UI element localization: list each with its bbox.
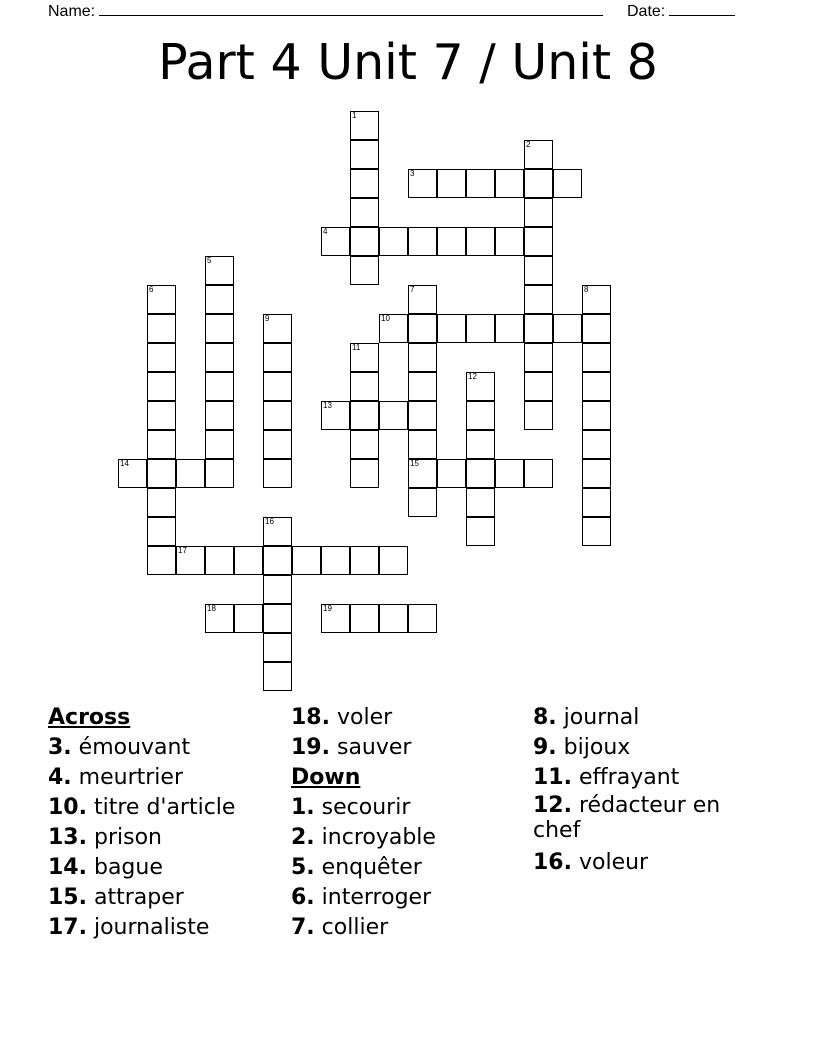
clue-text: interroger [321,885,432,910]
grid-cell[interactable] [205,604,234,633]
clue-down-6 [291,883,531,913]
cell-number: 8 [584,285,589,294]
grid-cell[interactable] [408,285,437,314]
clue-text: voleur [578,850,649,875]
clue-text: journaliste [93,915,210,940]
grid-cell[interactable] [263,343,292,372]
grid-cell[interactable] [263,459,292,488]
cell-number: 14 [120,459,129,468]
grid-cell[interactable] [553,169,582,198]
clue-number: 9. [533,735,557,760]
cell-number: 13 [323,401,332,410]
grid-cell[interactable] [379,401,408,430]
clue-down-7 [291,913,531,943]
clue-number: 15. [48,885,87,910]
clue-text: émouvant [78,735,191,760]
grid-cell[interactable] [379,314,408,343]
clue-across-14 [48,853,288,883]
grid-cell[interactable] [524,343,553,372]
grid-cell[interactable] [379,546,408,575]
grid-cell[interactable] [524,314,553,343]
grid-cell[interactable] [408,372,437,401]
grid-cell[interactable] [147,285,176,314]
grid-cell[interactable] [495,169,524,198]
grid-cell[interactable] [350,256,379,285]
grid-cell[interactable] [553,314,582,343]
clue-number: 7. [291,915,315,940]
grid-cell[interactable] [263,372,292,401]
grid-cell[interactable] [437,314,466,343]
grid-cell[interactable] [147,314,176,343]
grid-cell[interactable] [205,314,234,343]
grid-cell[interactable] [495,314,524,343]
clue-number: 2. [291,825,315,850]
cell-number: 3 [410,169,415,178]
clue-down-11 [533,763,758,793]
grid-cell[interactable] [582,459,611,488]
clue-text: bijoux [563,735,631,760]
page-title: Part 4 Unit 7 / Unit 8 [158,34,658,91]
clue-across-19 [291,733,531,763]
grid-cell[interactable] [466,314,495,343]
grid-cell[interactable] [292,546,321,575]
grid-cell[interactable] [147,546,176,575]
grid-cell[interactable] [437,227,466,256]
grid-cell[interactable] [379,604,408,633]
grid-cell[interactable] [147,488,176,517]
cell-number: 18 [207,604,216,613]
cell-number: 12 [468,372,477,381]
grid-cell[interactable] [350,459,379,488]
clue-number: 4. [48,765,72,790]
clue-text: titre d'article [93,795,236,820]
clue-down-8 [533,703,758,733]
grid-cell[interactable] [350,111,379,140]
clue-column-3 [533,703,758,878]
cell-number: 19 [323,604,332,613]
grid-cell[interactable] [205,401,234,430]
grid-cell[interactable] [321,546,350,575]
grid-cell[interactable] [408,169,437,198]
name-label: Name: [48,3,96,20]
clue-text: incroyable [321,825,436,850]
grid-cell[interactable] [350,372,379,401]
grid-cell[interactable] [466,430,495,459]
grid-cell[interactable] [408,459,437,488]
grid-cell[interactable] [263,633,292,662]
grid-cell[interactable] [524,285,553,314]
cell-number: 1 [352,111,357,120]
grid-cell[interactable] [234,604,263,633]
cell-number: 9 [265,314,270,323]
grid-cell[interactable] [263,662,292,691]
clue-text: sauver [336,735,412,760]
grid-cell[interactable] [350,198,379,227]
grid-cell[interactable] [582,285,611,314]
grid-cell[interactable] [437,169,466,198]
clue-text: voler [336,705,393,730]
clue-text: effrayant [578,765,680,790]
grid-cell[interactable] [263,575,292,604]
grid-cell[interactable] [118,459,147,488]
grid-cell[interactable] [205,430,234,459]
grid-cell[interactable] [263,517,292,546]
cell-number: 15 [410,459,419,468]
grid-cell[interactable] [379,227,408,256]
clue-number: 3. [48,735,72,760]
grid-cell[interactable] [147,401,176,430]
grid-cell[interactable] [582,488,611,517]
grid-cell[interactable] [466,372,495,401]
grid-cell[interactable] [234,546,263,575]
cell-number: 2 [526,140,531,149]
clue-number: 11. [533,765,572,790]
clue-down-16 [533,848,758,878]
grid-cell[interactable] [524,198,553,227]
grid-cell[interactable] [263,401,292,430]
grid-cell[interactable] [147,372,176,401]
grid-cell[interactable] [263,604,292,633]
clue-number: 16. [533,850,572,875]
clue-text: prison [93,825,162,850]
clue-number: 18. [291,705,330,730]
clue-column-2 [291,703,531,943]
grid-cell[interactable] [582,372,611,401]
grid-cell[interactable] [524,169,553,198]
clue-across-18 [291,703,531,733]
clue-number: 12. [533,793,572,818]
clue-text: bague [93,855,163,880]
grid-cell[interactable] [147,459,176,488]
grid-cell[interactable] [350,169,379,198]
clue-number: 17. [48,915,87,940]
grid-cell[interactable] [350,140,379,169]
grid-cell[interactable] [350,604,379,633]
grid-cell[interactable] [350,401,379,430]
grid-cell[interactable] [263,546,292,575]
clue-across-13 [48,823,288,853]
grid-cell[interactable] [205,285,234,314]
clue-down-5 [291,853,531,883]
grid-cell[interactable] [350,343,379,372]
grid-cell[interactable] [147,517,176,546]
clue-text: meurtrier [78,765,183,790]
clue-across-3 [48,733,288,763]
clue-down-1 [291,793,531,823]
grid-cell[interactable] [582,517,611,546]
grid-cell[interactable] [524,256,553,285]
clue-number: 1. [291,795,315,820]
cell-number: 17 [178,546,187,555]
grid-cell[interactable] [350,546,379,575]
grid-cell[interactable] [321,604,350,633]
grid-cell[interactable] [466,227,495,256]
clue-number: 8. [533,705,557,730]
cell-number: 11 [352,343,361,352]
cell-number: 5 [207,256,212,265]
grid-cell[interactable] [582,401,611,430]
grid-cell[interactable] [263,430,292,459]
date-label: Date: [627,3,666,20]
cell-number: 6 [149,285,154,294]
grid-cell[interactable] [408,604,437,633]
clue-across-10 [48,793,288,823]
grid-cell[interactable] [437,459,466,488]
cell-number: 10 [381,314,390,323]
grid-cell[interactable] [205,372,234,401]
clue-number: 14. [48,855,87,880]
clue-number: 6. [291,885,315,910]
cell-number: 7 [410,285,415,294]
grid-cell[interactable] [147,343,176,372]
grid-cell[interactable] [321,401,350,430]
grid-cell[interactable] [176,546,205,575]
grid-cell[interactable] [408,227,437,256]
grid-cell[interactable] [524,227,553,256]
grid-cell[interactable] [408,314,437,343]
grid-cell[interactable] [466,401,495,430]
clue-across-17 [48,913,288,943]
grid-cell[interactable] [408,401,437,430]
clue-across-15 [48,883,288,913]
grid-cell[interactable] [466,517,495,546]
clue-number: 5. [291,855,315,880]
grid-cell[interactable] [408,430,437,459]
grid-cell[interactable] [582,430,611,459]
clue-across-4 [48,763,288,793]
grid-cell[interactable] [263,314,292,343]
grid-cell[interactable] [205,459,234,488]
cell-number: 4 [323,227,328,236]
grid-cell[interactable] [147,430,176,459]
grid-cell[interactable] [408,343,437,372]
clue-column-1 [48,703,288,943]
grid-cell[interactable] [176,459,205,488]
clue-text: rédacteur en chef [533,793,721,843]
down-heading: Down [291,765,361,790]
grid-cell[interactable] [321,227,350,256]
grid-cell[interactable] [524,459,553,488]
clue-text: attraper [93,885,184,910]
clue-text: collier [321,915,389,940]
grid-cell[interactable] [466,488,495,517]
grid-cell[interactable] [350,430,379,459]
grid-cell[interactable] [350,227,379,256]
clue-number: 13. [48,825,87,850]
grid-cell[interactable] [466,459,495,488]
clue-number: 10. [48,795,87,820]
clue-down-12 [533,793,758,843]
grid-cell[interactable] [495,227,524,256]
grid-cell[interactable] [582,343,611,372]
across-heading: Across [48,705,131,730]
grid-cell[interactable] [408,488,437,517]
clue-text: enquêter [321,855,422,880]
clue-down-9 [533,733,758,763]
grid-cell[interactable] [205,343,234,372]
clue-down-2 [291,823,531,853]
grid-cell[interactable] [524,140,553,169]
grid-cell[interactable] [466,169,495,198]
grid-cell[interactable] [524,372,553,401]
grid-cell[interactable] [205,546,234,575]
clue-text: secourir [321,795,411,820]
grid-cell[interactable] [205,256,234,285]
clue-number: 19. [291,735,330,760]
grid-cell[interactable] [582,314,611,343]
cell-number: 16 [265,517,274,526]
grid-cell[interactable] [495,459,524,488]
grid-cell[interactable] [524,401,553,430]
clue-text: journal [563,705,640,730]
